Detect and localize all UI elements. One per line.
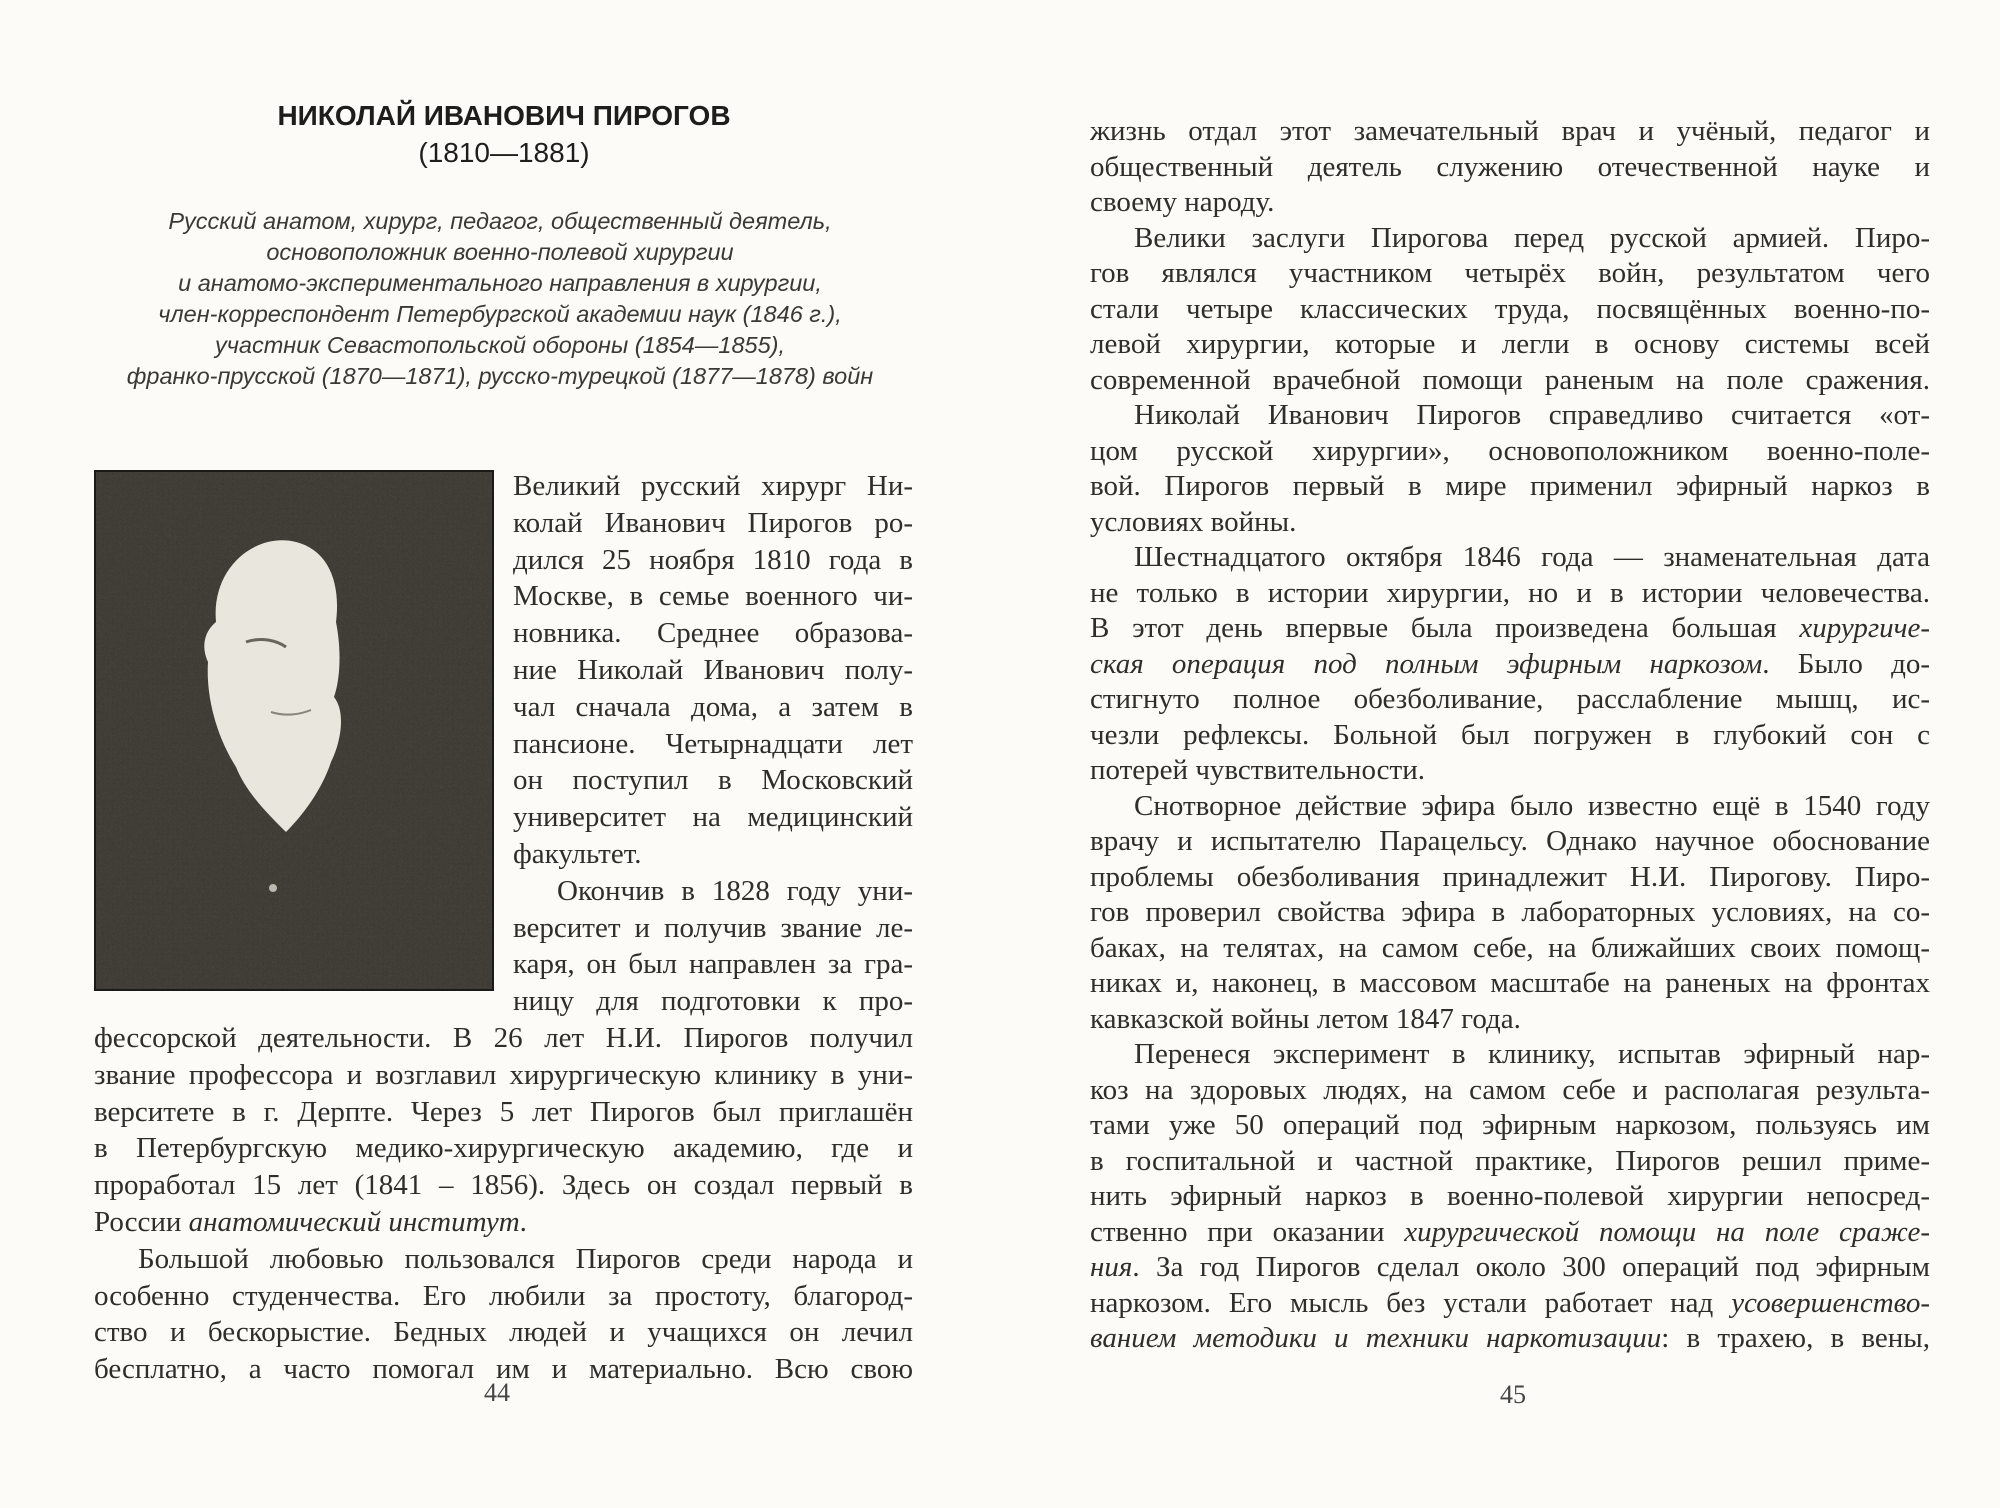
text-segment: дился 25 ноября 1810 года в [513, 543, 913, 576]
subtitle-line: участник Севастопольской обороны (1854—1855), [214, 332, 786, 358]
text-segment: : в трахею, в вены, [1661, 1322, 1930, 1354]
italic-emphasis: хирургической помощи на поле сраже- [1404, 1215, 1930, 1248]
text-segment: фессорской деятельности. В 26 лет Н.И. Пирогов получил [94, 1022, 913, 1054]
text-line [1090, 1250, 1930, 1286]
body-text-beside-photo [513, 468, 913, 1020]
text-line [1090, 647, 1930, 683]
text-segment: цом русской хирургии», основоположником военно-поле- [1090, 434, 1930, 467]
text-segment: верситет и получив звание ле- [513, 911, 913, 944]
text-line [513, 910, 913, 947]
text-line [1090, 434, 1930, 470]
text-line [94, 1094, 913, 1131]
italic-emphasis: хирургиче- [1799, 612, 1930, 644]
text-segment: левой хирургии, которые и легли в основу системы всей [1090, 328, 1930, 360]
text-segment: он поступил в Московский [513, 764, 913, 797]
text-segment: Москве, в семье военного чи- [513, 580, 913, 613]
text-line [1090, 363, 1930, 399]
text-segment: Перенеся эксперимент в клинику, испытав эфирный нар- [1134, 1038, 1930, 1070]
text-segment: врачу и испытателю Парацельсу. Однако научное обоснование [1090, 825, 1930, 857]
text-line [1090, 931, 1930, 967]
text-segment: стигнуто полное обезболивание, расслабление мышц, ис- [1090, 683, 1930, 715]
text-line [513, 689, 913, 726]
text-line [94, 1241, 913, 1278]
text-segment: ство и бескорыстие. Бедных людей и учащихся он лечил [94, 1316, 913, 1349]
text-segment: . [519, 1205, 527, 1238]
text-segment: коз на здоровых людях, на самом себе и располагая результа- [1090, 1073, 1930, 1106]
text-segment: Окончив в 1828 году уни- [557, 874, 913, 907]
body-text-right [1090, 114, 1930, 1357]
text-line [513, 726, 913, 763]
text-segment: наркозом. Его мысль без устали работает над [1090, 1286, 1732, 1319]
text-segment: верситете в г. Дерпте. Через 5 лет Пирогов был приглашён [94, 1095, 913, 1128]
text-line [513, 873, 913, 910]
text-line [513, 578, 913, 615]
subtitle-line: член-корреспондент Петербургской академии наук (1846 г.), [158, 301, 842, 327]
text-line [1090, 824, 1930, 860]
text-segment: чал сначала дома, а затем в [513, 690, 913, 723]
text-segment: особенно студенчества. Его любили за простоту, благород- [94, 1279, 913, 1312]
text-segment: своему народу. [1090, 186, 1275, 218]
text-line [1090, 753, 1930, 789]
text-line [513, 799, 913, 836]
text-line [513, 836, 913, 873]
text-line [1090, 1286, 1930, 1322]
text-segment: тами уже 50 операций под эфирным наркозом, пользуясь им [1090, 1109, 1930, 1141]
text-segment: каря, он был направлен за гра- [513, 948, 913, 981]
page-title: НИКОЛАЙ ИВАНОВИЧ ПИРОГОВ [277, 100, 731, 131]
subtitle-description [60, 206, 940, 392]
text-segment: проблемы обезболивания принадлежит Н.И. Пирогову. Пиро- [1090, 860, 1930, 893]
text-line [94, 1130, 913, 1167]
italic-emphasis: ния [1090, 1251, 1133, 1283]
text-segment: России [94, 1205, 189, 1238]
text-line [1090, 114, 1930, 150]
life-years: (1810—1881) [418, 137, 590, 168]
text-line [94, 1020, 913, 1057]
text-line [1090, 1108, 1930, 1144]
text-line [513, 983, 913, 1020]
text-segment: Николай Иванович Пирогов справедливо считается «от- [1134, 399, 1930, 431]
text-line [1090, 1073, 1930, 1109]
text-line [1090, 1215, 1930, 1251]
text-segment: новника. Среднее образова- [513, 617, 913, 650]
text-segment: общественный деятель служению отечественной науке и [1090, 150, 1930, 183]
text-segment: нить эфирный наркоз в военно-полевой хирургии непосред- [1090, 1180, 1930, 1212]
text-segment: условиях войны. [1090, 505, 1297, 538]
italic-emphasis: ванием методики и техники наркотизации [1090, 1322, 1662, 1354]
text-line [94, 1057, 913, 1094]
text-line [1090, 576, 1930, 612]
text-segment: ницу для подготовки к про- [513, 985, 913, 1018]
text-line [1090, 966, 1930, 1002]
text-segment: Большой любовью пользовался Пирогов среди народа и [138, 1242, 913, 1275]
text-line [513, 542, 913, 579]
portrait-photo [94, 470, 494, 991]
text-line [1090, 185, 1930, 221]
text-line [1090, 895, 1930, 931]
text-segment: факультет. [513, 837, 642, 870]
text-line [1090, 398, 1930, 434]
right-page [1000, 0, 2000, 1508]
text-line [1090, 1179, 1930, 1215]
text-line [513, 652, 913, 689]
text-segment: . Было до- [1762, 647, 1930, 680]
text-segment: не только в истории хирургии, но и в истории человечества. [1090, 576, 1930, 609]
text-line [1090, 469, 1930, 505]
text-line [1090, 860, 1930, 896]
text-line [513, 505, 913, 542]
italic-emphasis: ская операция под полным эфирным наркозом [1090, 647, 1763, 680]
text-line [513, 615, 913, 652]
text-segment: вой. Пирогов первый в мире применил эфирный наркоз в [1090, 470, 1930, 502]
text-segment: в Петербургскую медико-хирургическую академию, где и [94, 1132, 913, 1165]
subtitle-line: основоположник военно-полевой хирургии [266, 239, 734, 265]
text-segment: университет на медицинский [513, 801, 913, 834]
text-line [1090, 505, 1930, 541]
text-segment: Снотворное действие эфира было известно ещё в 1540 году [1134, 789, 1930, 822]
text-line [1090, 682, 1930, 718]
text-line [1090, 1144, 1930, 1180]
text-segment: Велики заслуги Пирогова перед русской армией. Пиро- [1134, 221, 1930, 254]
text-line [1090, 1321, 1930, 1357]
text-segment: колай Иванович Пирогов ро- [513, 506, 913, 539]
subtitle-line: Русский анатом, хирург, педагог, общественный деятель, [168, 208, 832, 234]
text-segment: Шестнадцатого октября 1846 года — знаменательная дата [1134, 541, 1930, 573]
text-line [1090, 1002, 1930, 1038]
text-segment: современной врачебной помощи раненым на поле сражения. [1090, 363, 1930, 396]
text-segment: звание профессора и возглавил хирургическую клинику в уни- [94, 1058, 913, 1091]
body-text-left [94, 1020, 913, 1388]
text-segment: кавказской войны летом 1847 года. [1090, 1002, 1521, 1035]
text-line [94, 1204, 913, 1241]
text-line [1090, 1037, 1930, 1073]
page-number-left: 44 [484, 1378, 510, 1407]
text-segment: чезли рефлексы. Больной был погружен в глубокий сон с [1090, 718, 1930, 751]
text-line [1090, 292, 1930, 328]
text-line [94, 1278, 913, 1315]
text-segment: никах и, наконец, в массовом масштабе на раненых на фронтах [1090, 967, 1930, 999]
text-segment: баках, на телятах, на самом себе, на ближайших своих помощ- [1090, 931, 1930, 964]
text-line [1090, 789, 1930, 825]
text-segment: В этот день впервые была произведена большая [1090, 612, 1800, 644]
text-segment: пансионе. Четырнадцати лет [513, 727, 913, 760]
text-segment: ние Николай Иванович полу- [513, 653, 913, 686]
text-line [1090, 611, 1930, 647]
text-segment: . За год Пирогов сделал около 300 операций под эфирным [1132, 1251, 1930, 1283]
text-line [513, 762, 913, 799]
text-line [1090, 221, 1930, 257]
text-segment: стали четыре классических труда, посвящённых военно-по- [1090, 292, 1930, 325]
text-line [94, 1167, 913, 1204]
subtitle-line: франко-прусской (1870—1871), русско-турецкой (1877—1878) войн [126, 363, 874, 389]
text-line [513, 468, 913, 505]
subtitle-line: и анатомо-экспериментального направления в хирургии, [178, 270, 822, 296]
text-segment: гов являлся участником четырёх войн, результатом чего [1090, 257, 1930, 289]
page-number-right: 45 [1500, 1380, 1526, 1409]
text-segment: в госпитальной и частной практике, Пирогов решил приме- [1090, 1144, 1930, 1177]
text-line [513, 946, 913, 983]
text-line [1090, 150, 1930, 186]
italic-emphasis: усовершенство- [1731, 1286, 1930, 1319]
text-line [1090, 256, 1930, 292]
text-segment: проработал 15 лет (1841 – 1856). Здесь он создал первый в [94, 1169, 913, 1202]
text-segment: гов проверил свойства эфира в лабораторных условиях, на со- [1090, 896, 1930, 928]
italic-emphasis: анатомический институт [188, 1205, 520, 1238]
text-line [1090, 327, 1930, 363]
text-line [94, 1314, 913, 1351]
text-segment: потерей чувствительности. [1090, 754, 1425, 786]
text-line [1090, 540, 1930, 576]
text-segment: жизнь отдал этот замечательный врач и учёный, педагог и [1090, 115, 1930, 147]
text-segment: ственно при оказании [1090, 1215, 1405, 1248]
text-segment: бесплатно, а часто помогал им и материально. Всю свою [94, 1353, 913, 1386]
portrait-image [96, 472, 492, 989]
text-line [1090, 718, 1930, 754]
text-segment: Великий русский хирург Ни- [513, 470, 913, 502]
